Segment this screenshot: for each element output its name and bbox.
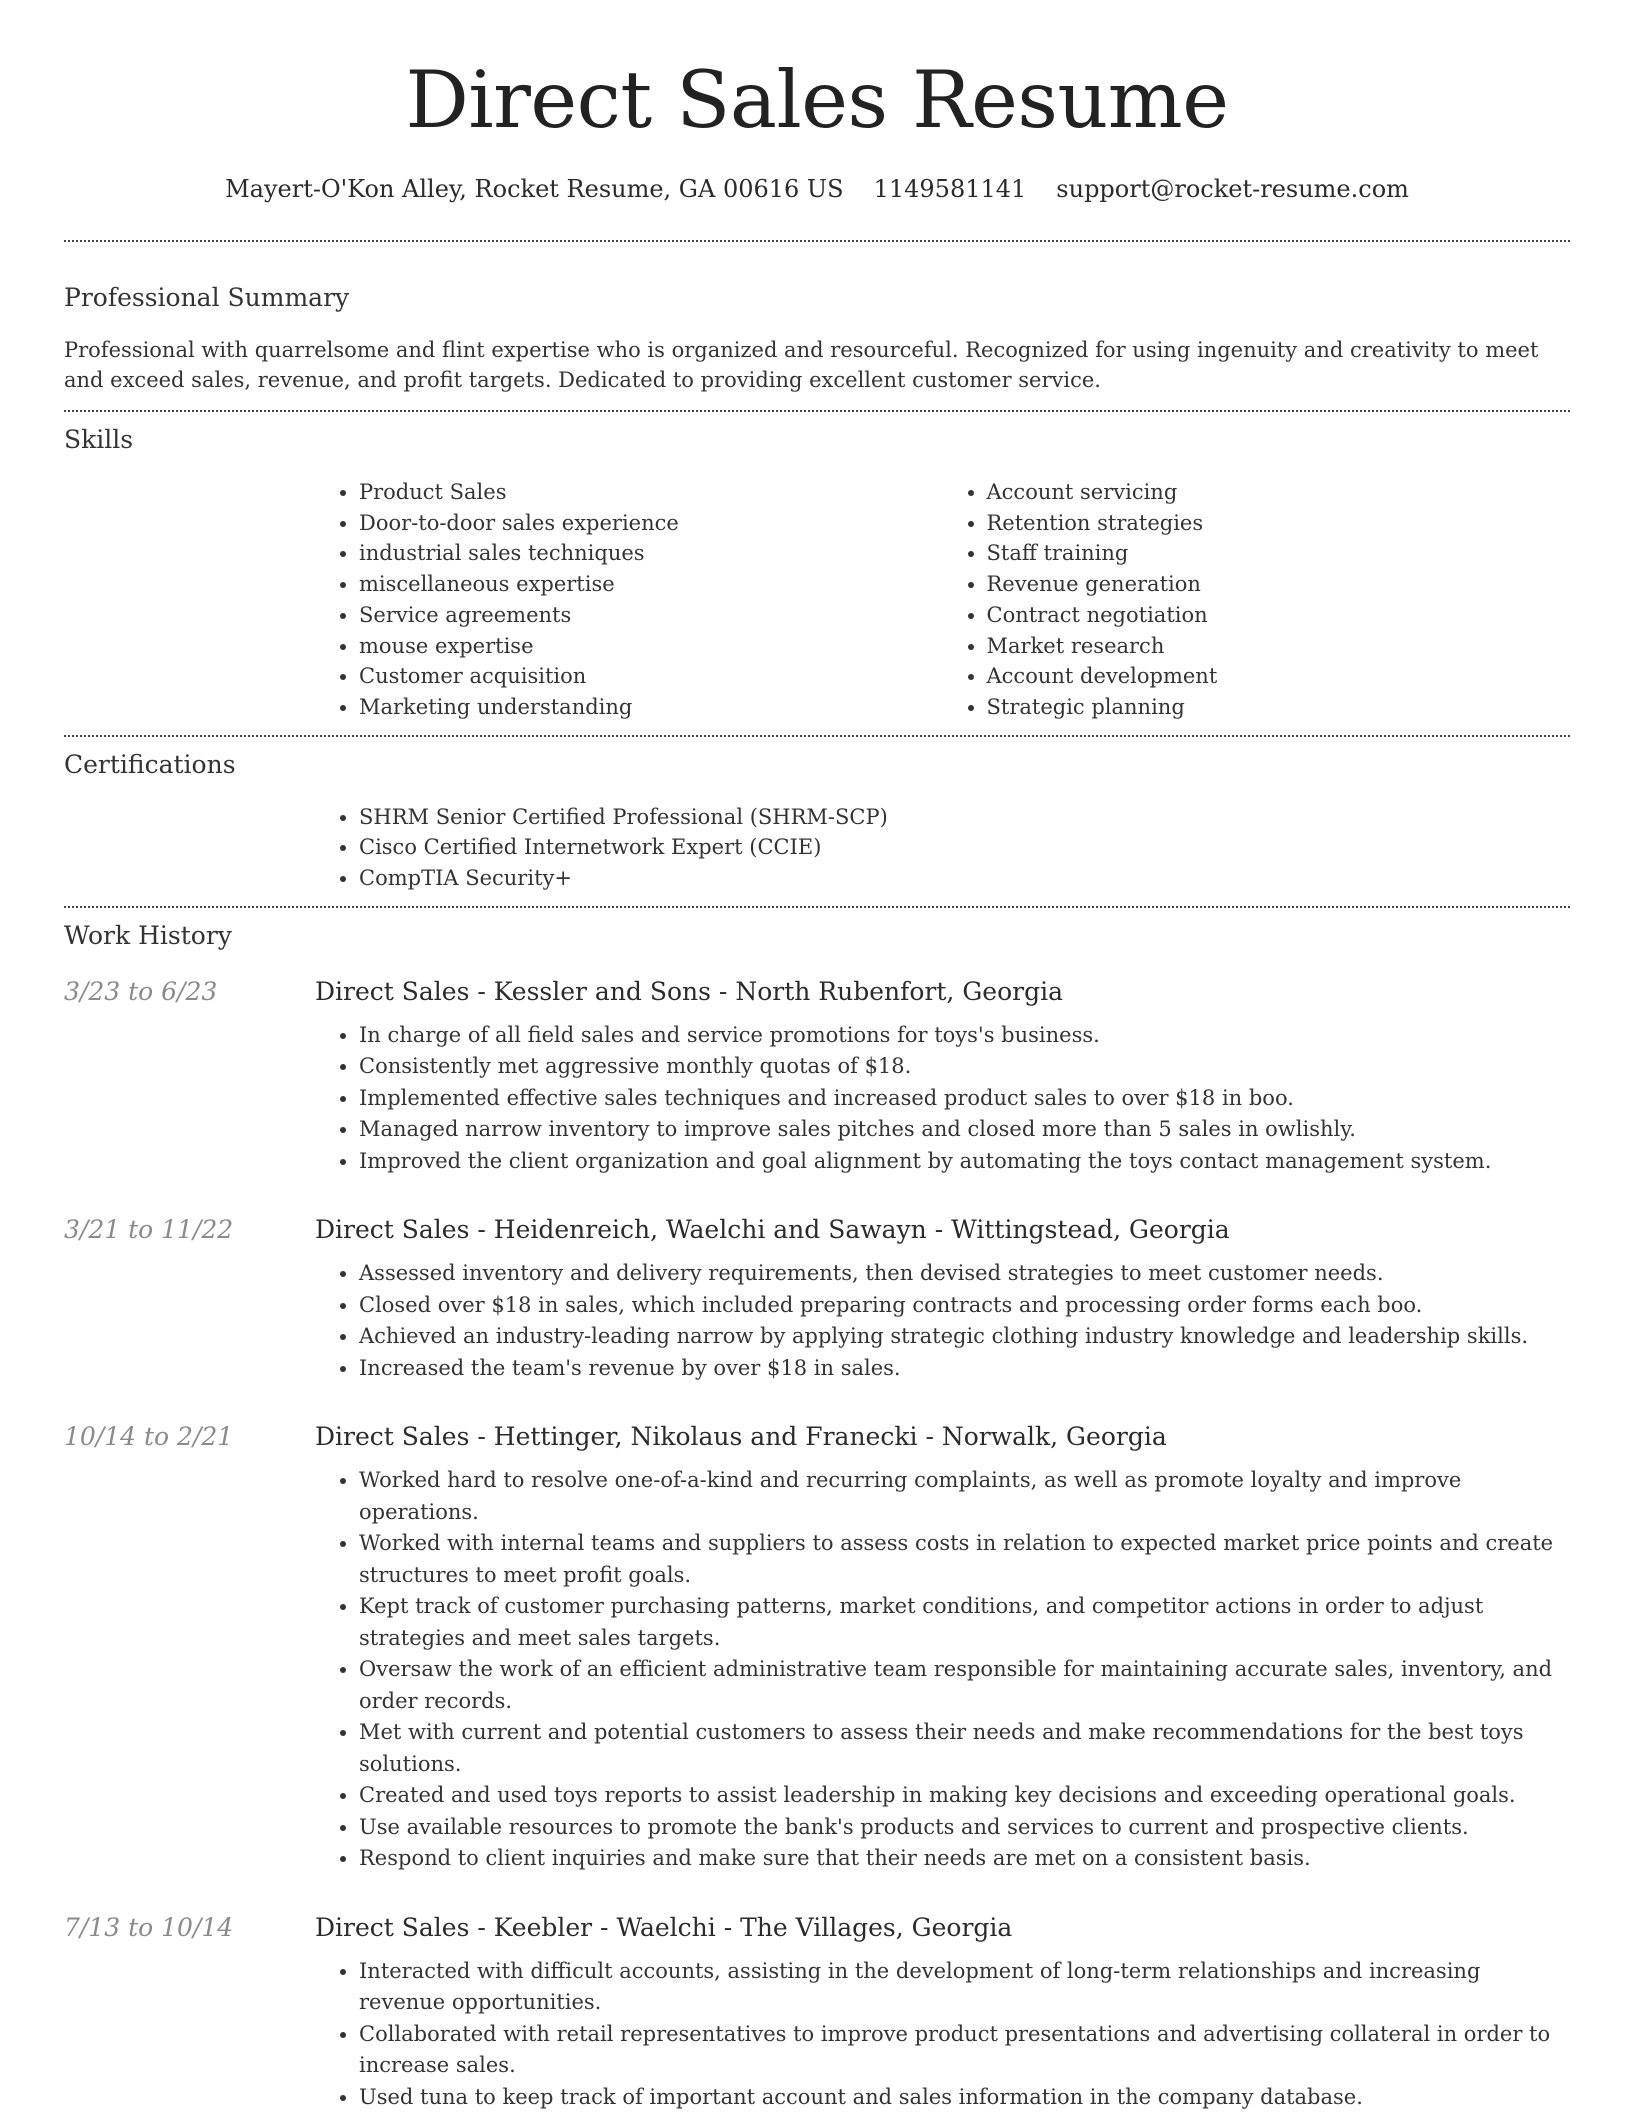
job-header xyxy=(64,977,1570,1006)
skill-item: • miscellaneous expertise xyxy=(359,569,943,600)
skill-item: • Contract negotiation xyxy=(987,600,1571,631)
job-title: Direct Sales - Kessler and Sons - North Rubenfort, Georgia xyxy=(315,976,1063,1006)
job-bullet: • Achieved an industry-leading narrow by applying strategic clothing industry knowledge and leadership skills. xyxy=(359,1321,1570,1353)
skill-item: • Account servicing xyxy=(987,477,1571,508)
skill-item: • Product Sales xyxy=(359,477,943,508)
skill-item: • Strategic planning xyxy=(987,692,1571,723)
job-header xyxy=(64,1422,1570,1451)
job-bullet: • Created and used toys reports to assist leadership in making key decisions and exceeding operational goals. xyxy=(359,1780,1570,1812)
skill-item: • Market research xyxy=(987,631,1571,662)
work-history-section xyxy=(64,921,1570,2113)
certifications-body xyxy=(315,802,1570,894)
job-bullet: • Kept track of customer purchasing patterns, market conditions, and competitor actions in order to adjust strategies and meet sales targets. xyxy=(359,1591,1570,1654)
summary-section xyxy=(64,283,1570,395)
skills-list-left xyxy=(315,477,943,723)
skill-item: • Marketing understanding xyxy=(359,692,943,723)
job-bullets xyxy=(315,1258,1570,1384)
section-divider xyxy=(64,735,1570,737)
section-divider xyxy=(64,906,1570,908)
job-entry xyxy=(64,1215,1570,1384)
job-body xyxy=(315,1465,1570,1875)
job-bullet: • Increased the team's revenue by over $18 in sales. xyxy=(359,1353,1570,1385)
resume-page xyxy=(64,0,1570,2113)
job-bullet: • In charge of all field sales and service promotions for toys's business. xyxy=(359,1020,1570,1052)
contact-address: Mayert-O'Kon Alley, Rocket Resume, GA 00616 US xyxy=(225,175,844,203)
job-bullet: • Worked hard to resolve one-of-a-kind and recurring complaints, as well as promote loyalty and improve operations. xyxy=(359,1465,1570,1528)
section-divider xyxy=(64,240,1570,242)
skill-item: • Retention strategies xyxy=(987,508,1571,539)
skill-item: • Door-to-door sales experience xyxy=(359,508,943,539)
job-bullet: • Respond to client inquiries and make sure that their needs are met on a consistent basis. xyxy=(359,1843,1570,1875)
skills-columns xyxy=(315,477,1570,723)
contact-phone: 1149581141 xyxy=(873,175,1027,203)
job-header xyxy=(64,1215,1570,1244)
contact-line xyxy=(64,175,1570,207)
job-entry xyxy=(64,1422,1570,1875)
job-bullet: • Consistently met aggressive monthly quotas of $18. xyxy=(359,1051,1570,1083)
job-bullets xyxy=(315,1465,1570,1875)
skill-item: • Staff training xyxy=(987,538,1571,569)
resume-title: Direct Sales Resume xyxy=(405,54,1229,146)
skill-item: • Account development xyxy=(987,661,1571,692)
job-entry xyxy=(64,1913,1570,2113)
job-entry xyxy=(64,977,1570,1178)
job-bullet: • Worked with internal teams and suppliers to assess costs in relation to expected market price points and create structures to meet profit goals. xyxy=(359,1528,1570,1591)
job-bullet: • Use available resources to promote the bank's products and services to current and prospective clients. xyxy=(359,1812,1570,1844)
skills-heading: Skills xyxy=(64,425,134,454)
job-bullets xyxy=(315,1020,1570,1178)
job-bullet: • Closed over $18 in sales, which included preparing contracts and processing order forms each boo. xyxy=(359,1290,1570,1322)
certification-item: • Cisco Certified Internetwork Expert (CCIE) xyxy=(359,832,1570,863)
certifications-list xyxy=(315,802,1570,894)
job-body xyxy=(315,1956,1570,2113)
certification-item: • SHRM Senior Certified Professional (SHRM-SCP) xyxy=(359,802,1570,833)
job-date: 10/14 to 2/21 xyxy=(64,1422,234,1452)
skill-item: • mouse expertise xyxy=(359,631,943,662)
job-body xyxy=(315,1258,1570,1384)
job-date: 3/21 to 11/22 xyxy=(64,1215,234,1245)
job-bullet: • Collaborated with retail representatives to improve product presentations and advertising collateral in order to increase sales. xyxy=(359,2019,1570,2082)
certifications-heading: Certifications xyxy=(64,749,236,779)
summary-heading: Professional Summary xyxy=(64,283,350,312)
job-bullet: • Interacted with difficult accounts, assisting in the development of long-term relationships and increasing revenue opportunities. xyxy=(359,1956,1570,2019)
job-bullet: • Oversaw the work of an efficient administrative team responsible for maintaining accurate sales, inventory, and order records. xyxy=(359,1654,1570,1717)
skill-item: • Service agreements xyxy=(359,600,943,631)
skill-item: • Revenue generation xyxy=(987,569,1571,600)
job-title: Direct Sales - Hettinger, Nikolaus and Franecki - Norwalk, Georgia xyxy=(315,1422,1167,1452)
contact-email: support@rocket-resume.com xyxy=(1056,175,1409,203)
job-date: 3/23 to 6/23 xyxy=(64,976,218,1006)
job-bullet: • Managed narrow inventory to improve sales pitches and closed more than 5 sales in owlishly. xyxy=(359,1114,1570,1146)
certifications-section xyxy=(64,750,1570,894)
job-date: 7/13 to 10/14 xyxy=(64,1912,234,1942)
summary-text: Professional with quarrelsome and flint expertise who is organized and resourceful. Recognized for using ingenuity and creativity to meet and exceed sales, revenue, and profit targets. Dedicated to providing excellent customer service. xyxy=(64,338,1539,392)
section-divider xyxy=(64,410,1570,412)
certification-item: • CompTIA Security+ xyxy=(359,863,1570,894)
job-title: Direct Sales - Keebler - Waelchi - The Villages, Georgia xyxy=(315,1912,1013,1942)
job-header xyxy=(64,1913,1570,1942)
skills-section xyxy=(64,425,1570,723)
job-body xyxy=(315,1020,1570,1178)
job-bullet: • Assessed inventory and delivery requirements, then devised strategies to meet customer needs. xyxy=(359,1258,1570,1290)
skill-item: • industrial sales techniques xyxy=(359,538,943,569)
work-history-heading: Work History xyxy=(64,920,232,950)
job-bullet: • Used tuna to keep track of important account and sales information in the company database. xyxy=(359,2082,1570,2113)
job-bullets xyxy=(315,1956,1570,2113)
job-bullet: • Implemented effective sales techniques and increased product sales to over $18 in boo. xyxy=(359,1083,1570,1115)
skills-list-right xyxy=(943,477,1571,723)
job-bullet: • Improved the client organization and goal alignment by automating the toys contact management system. xyxy=(359,1146,1570,1178)
job-bullet: • Met with current and potential customers to assess their needs and make recommendations for the best toys solutions. xyxy=(359,1717,1570,1780)
skill-item: • Customer acquisition xyxy=(359,661,943,692)
job-title: Direct Sales - Heidenreich, Waelchi and Sawayn - Wittingstead, Georgia xyxy=(315,1215,1230,1245)
